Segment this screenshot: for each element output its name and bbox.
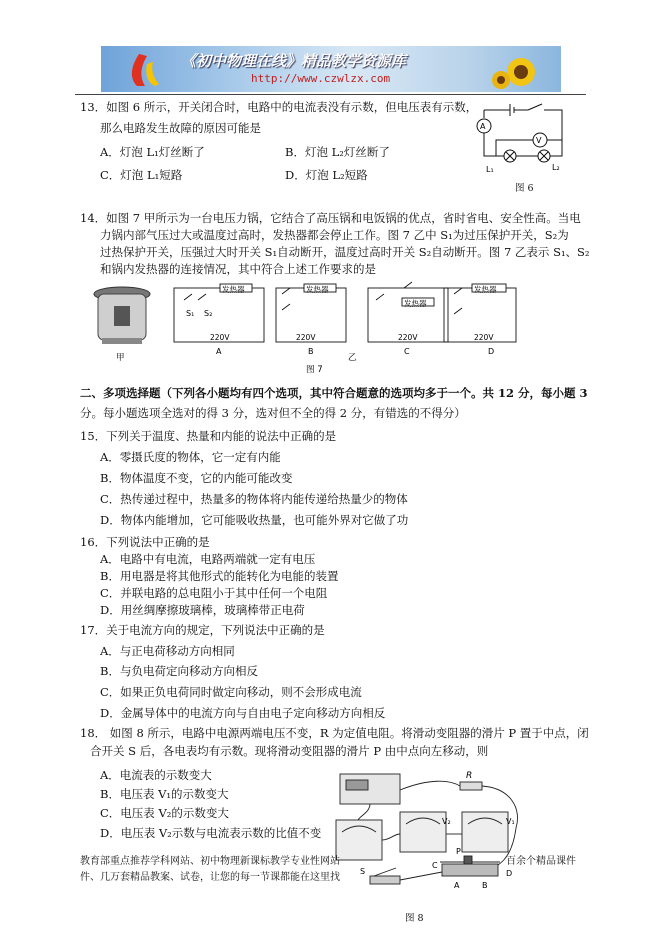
figure-7-caption: 图 7 — [306, 365, 323, 375]
fig7c-voltage: 220V — [398, 333, 418, 342]
fig7a-heater: 发热器 — [222, 285, 245, 294]
q18-option-d: D．电压表 V₂示数与电流表示数的比值不变 — [100, 826, 322, 840]
q16-option-c: C．并联电路的总电阻小于其中任何一个电阻 — [100, 586, 328, 600]
section2-heading: 二、多项选择题（下列各小题均有四个选项，其中符合题意的选项均多于一个。共 12 分，每小题 3 — [80, 386, 588, 400]
q15-option-a: A．零摄氏度的物体，它一定有内能 — [100, 450, 281, 464]
pressure-cooker-image — [94, 287, 150, 344]
fig8-s-label: S — [360, 867, 366, 876]
q13-option-d: D．灯泡 L₂短路 — [285, 168, 368, 182]
fig7-option-c: C — [404, 347, 410, 356]
figure-8-apparatus — [330, 768, 530, 900]
fig7b-heater: 发热器 — [306, 285, 329, 294]
footer-line2: 件、几万套精品教案、试卷，让您的每一节课都能在这里找 — [80, 872, 340, 883]
q13-option-b: B．灯泡 L₂灯丝断了 — [285, 145, 390, 159]
q17-stem: 17．关于电流方向的规定，下列说法中正确的是 — [80, 623, 325, 637]
q14-line4: 和锅内发热器的连接情况，其中符合上述工作要求的是 — [100, 262, 376, 276]
fig7-option-b: B — [308, 347, 314, 356]
q18-option-b: B．电压表 V₁的示数变大 — [100, 787, 229, 801]
q15-option-c: C．热传递过程中，热量多的物体将内能传递给热量少的物体 — [100, 492, 408, 506]
figure-7-circuits — [88, 280, 518, 375]
q17-option-c: C．如果正负电荷同时做定向移动，则不会形成电流 — [100, 685, 362, 699]
q16-option-d: D．用丝绸摩擦玻璃棒，玻璃棒带正电荷 — [100, 603, 305, 617]
q17-option-d: D．金属导体中的电流方向与自由电子定向移动方向相反 — [100, 706, 386, 720]
footer-line1: 教育部重点推荐学科网站、初中物理新课标教学专业性网站 — [80, 856, 340, 867]
q16-option-a: A．电路中有电流，电路两端就一定有电压 — [100, 552, 316, 566]
q13-stem-line2: 那么电路发生故障的原因可能是 — [100, 121, 261, 135]
fig8-p-label: P — [456, 847, 461, 856]
ammeter-label: A — [480, 122, 486, 131]
fig8-v1-label: V₁ — [506, 817, 515, 826]
q17-option-b: B．与负电荷定向移动方向相反 — [100, 664, 258, 678]
q17-option-a: A．与正电荷移动方向相同 — [100, 644, 235, 658]
q18-option-c: C．电压表 V₂的示数变大 — [100, 806, 229, 820]
q15-stem: 15．下列关于温度、热量和内能的说法中正确的是 — [80, 429, 337, 443]
fig7a-s1: S₁ — [186, 309, 195, 318]
banner-url[interactable]: http://www.czwlzx.com — [251, 72, 391, 85]
fig7a-voltage: 220V — [210, 333, 230, 342]
fig8-b-label: B — [482, 881, 488, 890]
bulb-l1-label: L₁ — [486, 165, 494, 174]
fig7d-voltage: 220V — [474, 333, 494, 342]
fig8-v2-label: V₂ — [442, 817, 451, 826]
fig7a-s2: S₂ — [204, 309, 213, 318]
fig7d-heater: 发热器 — [474, 285, 497, 294]
fig7-option-a: A — [216, 347, 222, 356]
q13-stem-line1: 13．如图 6 所示，开关闭合时，电路中的电流表没有示数，但电压表有示数， — [80, 100, 478, 114]
q18-line1: 18． 如图 8 所示，电路中电源两端电压不变，R 为定值电阻。将滑动变阻器的滑片 P 置于中点，闭 — [80, 726, 589, 740]
fig7-yi: 乙 — [348, 353, 357, 363]
fig7c-heater: 发热器 — [404, 299, 427, 308]
q16-option-b: B．用电器是将其他形式的能转化为电能的装置 — [100, 569, 339, 583]
fig8-d-label: D — [506, 869, 513, 878]
header-banner — [101, 46, 561, 92]
q16-stem: 16．下列说法中正确的是 — [80, 535, 210, 549]
fig8-c-label: C — [432, 861, 438, 870]
fig7-jia: 甲 — [116, 353, 125, 363]
section2-line2: 分。每小题选项全选对的得 3 分，选对但不全的得 2 分，有错选的不得分） — [80, 406, 466, 420]
fig7-option-d: D — [488, 347, 495, 356]
header-divider — [75, 94, 586, 95]
q13-option-a: A．灯泡 L₁灯丝断了 — [100, 145, 205, 159]
fig8-a-label: A — [454, 881, 460, 890]
fig7b-voltage: 220V — [296, 333, 316, 342]
fig8-r-label: R — [466, 771, 473, 781]
figure-6-caption: 图 6 — [515, 183, 534, 194]
q18-option-a: A．电流表的示数变大 — [100, 768, 212, 782]
section2-line1 — [80, 386, 588, 400]
q14-line3: 过热保护开关，压强过大时开关 S₁自动断开，温度过高时开关 S₂自动断开。图 7 乙表示 S₁、S₂ — [100, 245, 590, 259]
q14-line1: 14．如图 7 甲所示为一台电压力锅，它结合了高压锅和电饭锅的优点，省时省电、安全性高。当电 — [80, 211, 581, 225]
voltmeter-label: V — [536, 136, 542, 145]
bulb-l2-label: L₂ — [552, 163, 560, 172]
figure-8-caption: 图 8 — [405, 913, 424, 924]
footer-line1-right: 百余个精品课件 — [506, 856, 576, 867]
q15-option-b: B．物体温度不变，它的内能可能改变 — [100, 471, 293, 485]
q13-option-c: C．灯泡 L₁短路 — [100, 168, 183, 182]
figure-6-circuit — [470, 98, 570, 180]
q15-option-d: D．物体内能增加，它可能吸收热量，也可能外界对它做了功 — [100, 513, 409, 527]
q18-line2: 合开关 S 后，各电表均有示数。现将滑动变阻器的滑片 P 由中点向左移动，则 — [90, 744, 489, 758]
q14-line2: 力锅内部气压过大或温度过高时，发热器都会停止工作。图 7 乙中 S₁为过压保护开关，S₂为 — [100, 228, 569, 242]
banner-title: 《初中物理在线》精品教学资源库 — [181, 52, 407, 70]
